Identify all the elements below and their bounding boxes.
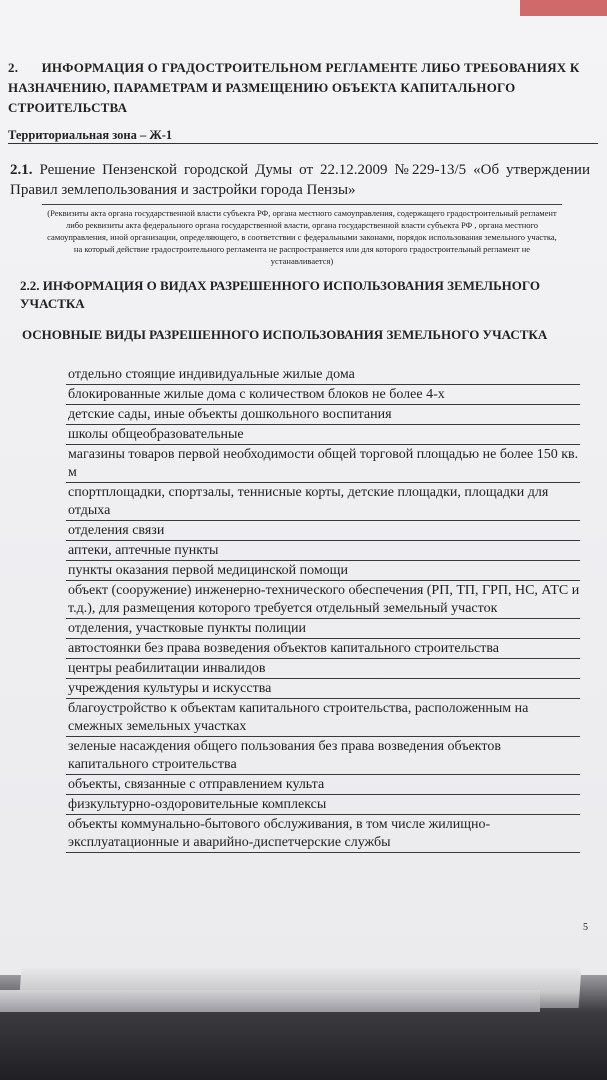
decision-number: 2.1.: [10, 162, 33, 178]
list-item: детские сады, иные объекты дошкольного воспитания: [66, 406, 580, 425]
section-2-title: ИНФОРМАЦИЯ О ГРАДОСТРОИТЕЛЬНОМ РЕГЛАМЕНТЕ ЛИБО ТРЕБОВАНИЯХ К НАЗНАЧЕНИЮ, ПАРАМЕТРАМ И РАЗМЕЩЕНИЮ ОБЪЕКТА КАПИТАЛЬНОГО СТРОИТЕЛЬСТВА: [8, 60, 580, 115]
list-item: отделения связи: [66, 522, 580, 541]
list-item: блокированные жилые дома с количеством блоков не более 4-х: [66, 386, 580, 405]
list-item: объекты, связанные с отправлением культа: [66, 776, 580, 795]
list-item: учреждения культуры и искусства: [66, 680, 580, 699]
list-item: спортплощадки, спортзалы, теннисные корты, детские площадки, площадки для отдыха: [66, 484, 580, 521]
decision-paragraph: [10, 160, 590, 200]
requisites-footnote: (Реквизиты акта органа государственной власти субъекта РФ, органа местного самоуправления, содержащего градостроительный регламент либо реквизиты акта федерального органа государственной власти, органа государственной власти субъекта РФ , органа местного самоуправления, иной организации, определяющего, в соответствии с федеральными законами, порядок использования земельного участка, на который действие градостроительного регламента не распространяется или для которого градостроительный регламент не устанавливается): [42, 204, 562, 267]
main-uses-list: [66, 366, 580, 854]
list-item: аптеки, аптечные пункты: [66, 542, 580, 561]
list-item: автостоянки без права возведения объектов капитального строительства: [66, 640, 580, 659]
section-2-heading: [8, 58, 593, 118]
list-item: благоустройство к объектам капитального строительства, расположенным на смежных земельных участках: [66, 700, 580, 737]
main-uses-heading: ОСНОВНЫЕ ВИДЫ РАЗРЕШЕННОГО ИСПОЛЬЗОВАНИЯ ЗЕМЕЛЬНОГО УЧАСТКА: [22, 327, 548, 342]
list-item: пункты оказания первой медицинской помощи: [66, 562, 580, 581]
list-item: отдельно стоящие индивидуальные жилые дома: [66, 366, 580, 385]
list-item: магазины товаров первой необходимости общей торговой площадью не более 150 кв. м: [66, 446, 580, 483]
section-2-number: 2.: [8, 60, 19, 75]
list-item: объекты коммунально-бытового обслуживания, в том числе жилищно-эксплуатационные и аварийно-диспетчерские службы: [66, 816, 580, 853]
list-item: зеленые насаждения общего пользования без права возведения объектов капитального строительства: [66, 738, 580, 775]
page-number: 5: [583, 922, 588, 933]
list-item: отделения, участковые пункты полиции: [66, 620, 580, 639]
decision-text: Решение Пензенской городской Думы от 22.12.2009 №229-13/5 «Об утверждении Правил землепользования и застройки города Пензы»: [10, 162, 590, 198]
underlying-page-edge-lower: [0, 990, 540, 1012]
territorial-zone: Территориальная зона – Ж-1: [8, 128, 598, 144]
section-2-2-heading: 2.2. ИНФОРМАЦИЯ О ВИДАХ РАЗРЕШЕННОГО ИСПОЛЬЗОВАНИЯ ЗЕМЕЛЬНОГО УЧАСТКА: [20, 278, 540, 311]
list-item: физкультурно-оздоровительные комплексы: [66, 796, 580, 815]
list-item: школы общеобразовательные: [66, 426, 580, 445]
red-tab-edge: [520, 0, 607, 16]
list-item: объект (сооружение) инженерно-технического обеспечения (РП, ТП, ГРП, НС, АТС и т.д.), для размещения которого требуется отдельный земельный участок: [66, 582, 580, 619]
list-item: центры реабилитации инвалидов: [66, 660, 580, 679]
